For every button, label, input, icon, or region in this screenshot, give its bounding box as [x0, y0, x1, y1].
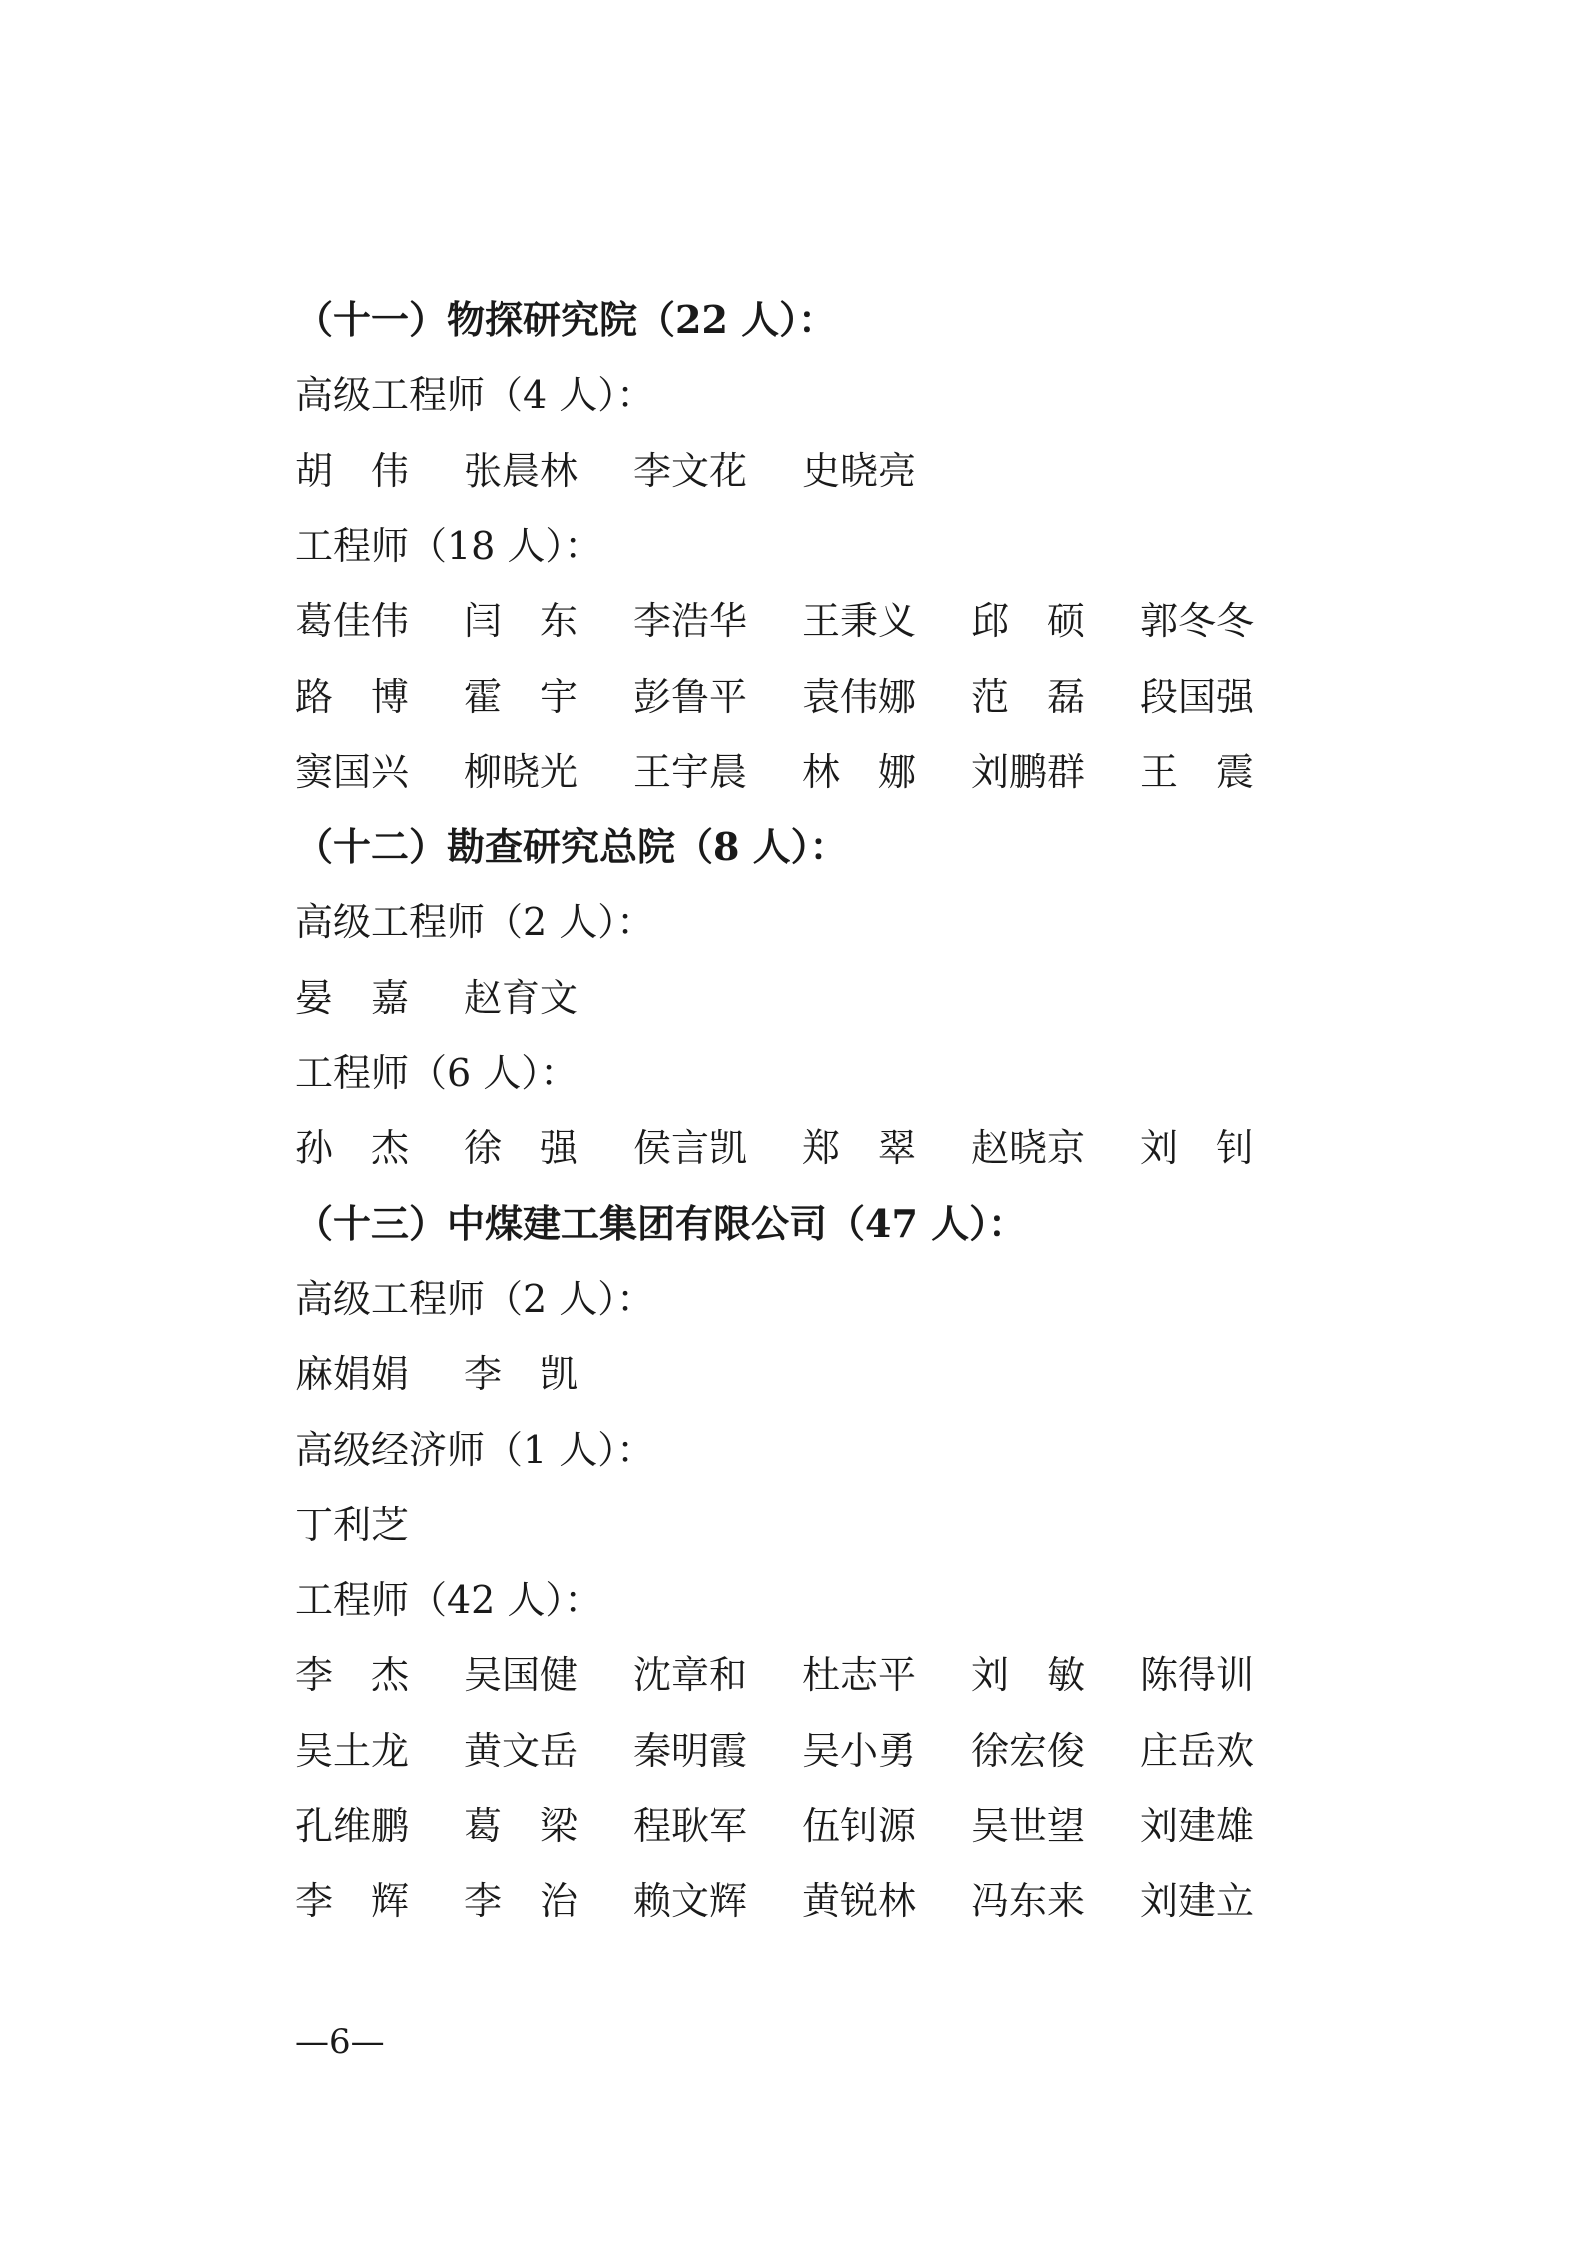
person-name: 彭 鲁 平: [633, 675, 748, 719]
group-title: 高级工程师（4 人）：: [295, 373, 655, 417]
group-title: 高级工程师（2 人）：: [295, 1277, 655, 1321]
section-heading: （十一）物探研究院（22 人）：: [295, 297, 837, 342]
person-name: 徐 强: [464, 1126, 578, 1170]
person-name: 晏 嘉: [295, 976, 409, 1020]
person-name: 赵 育 文: [464, 976, 579, 1020]
person-name: 李 浩 华: [633, 599, 748, 643]
person-name: 王 震: [1140, 750, 1254, 794]
name-row: [295, 1871, 1309, 1931]
person-name: 刘 建 立: [1140, 1879, 1255, 1923]
person-name: 袁 伟 娜: [802, 675, 917, 719]
person-name: 李 治: [464, 1879, 578, 1923]
person-name: 杜 志 平: [802, 1653, 917, 1697]
person-name: 丁 利 芝: [295, 1503, 410, 1547]
person-name: 沈 章 和: [633, 1653, 748, 1697]
group-title: 高级工程师（2 人）：: [295, 900, 655, 944]
person-name: 吴 土 龙: [295, 1729, 410, 1773]
person-name: 冯 东 来: [971, 1879, 1086, 1923]
group-title: 工程师（6 人）：: [295, 1051, 579, 1095]
name-row: [295, 441, 971, 501]
person-name: 邱 硕: [971, 599, 1085, 643]
person-name: 林 娜: [802, 750, 916, 794]
name-row: [295, 968, 633, 1028]
name-row: [295, 1721, 1309, 1781]
person-name: 徐 宏 俊: [971, 1729, 1086, 1773]
name-row: [295, 1118, 1309, 1178]
person-name: 葛 佳 伟: [295, 599, 410, 643]
person-name: 郑 翠: [802, 1126, 916, 1170]
person-name: 柳 晓 光: [464, 750, 579, 794]
person-name: 李 文 花: [633, 449, 748, 493]
person-name: 侯 言 凯: [633, 1126, 748, 1170]
person-name: 秦 明 霞: [633, 1729, 748, 1773]
person-name: 郭 冬 冬: [1140, 599, 1255, 643]
person-name: 范 磊: [971, 675, 1085, 719]
person-name: 葛 梁: [464, 1804, 578, 1848]
person-name: 霍 宇: [464, 675, 578, 719]
person-name: 吴 世 望: [971, 1804, 1086, 1848]
person-name: 陈 得 训: [1140, 1653, 1255, 1697]
person-name: 吴 国 健: [464, 1653, 579, 1697]
person-name: 段 国 强: [1140, 675, 1255, 719]
person-name: 窦 国 兴: [295, 750, 410, 794]
person-name: 路 博: [295, 675, 409, 719]
person-name: 王 宇 晨: [633, 750, 748, 794]
person-name: 刘 建 雄: [1140, 1804, 1255, 1848]
person-name: 程 耿 军: [633, 1804, 748, 1848]
group-title: 高级经济师（1 人）：: [295, 1428, 655, 1472]
section-heading: （十二）勘查研究总院（8 人）：: [295, 824, 848, 869]
page-number: —6—: [295, 2022, 385, 2062]
person-name: 刘 鹏 群: [971, 750, 1086, 794]
person-name: 王 秉 义: [802, 599, 917, 643]
person-name: 史 晓 亮: [802, 449, 917, 493]
person-name: 孔 维 鹏: [295, 1804, 410, 1848]
person-name: 吴 小 勇: [802, 1729, 917, 1773]
name-row: [295, 667, 1309, 727]
person-name: 伍 钊 源: [802, 1804, 917, 1848]
person-name: 孙 杰: [295, 1126, 409, 1170]
name-row: [295, 1796, 1309, 1856]
person-name: 李 辉: [295, 1879, 409, 1923]
person-name: 黄 文 岳: [464, 1729, 579, 1773]
person-name: 麻 娟 娟: [295, 1352, 410, 1396]
person-name: 李 凯: [464, 1352, 578, 1396]
group-title: 工程师（18 人）：: [295, 524, 603, 568]
person-name: 赵 晓 京: [971, 1126, 1086, 1170]
person-name: 闫 东: [464, 599, 578, 643]
person-name: 庄 岳 欢: [1140, 1729, 1255, 1773]
section-heading: （十三）中煤建工集团有限公司（47 人）：: [295, 1201, 1027, 1246]
name-row: [295, 1645, 1309, 1705]
group-title: 工程师（42 人）：: [295, 1578, 603, 1622]
name-row: [295, 591, 1309, 651]
person-name: 李 杰: [295, 1653, 409, 1697]
person-name: 张 晨 林: [464, 449, 579, 493]
person-name: 刘 钊: [1140, 1126, 1254, 1170]
name-row: [295, 1495, 464, 1555]
person-name: 黄 锐 林: [802, 1879, 917, 1923]
name-row: [295, 742, 1309, 802]
person-name: 胡 伟: [295, 449, 409, 493]
person-name: 刘 敏: [971, 1653, 1085, 1697]
person-name: 赖 文 辉: [633, 1879, 748, 1923]
name-row: [295, 1344, 633, 1404]
